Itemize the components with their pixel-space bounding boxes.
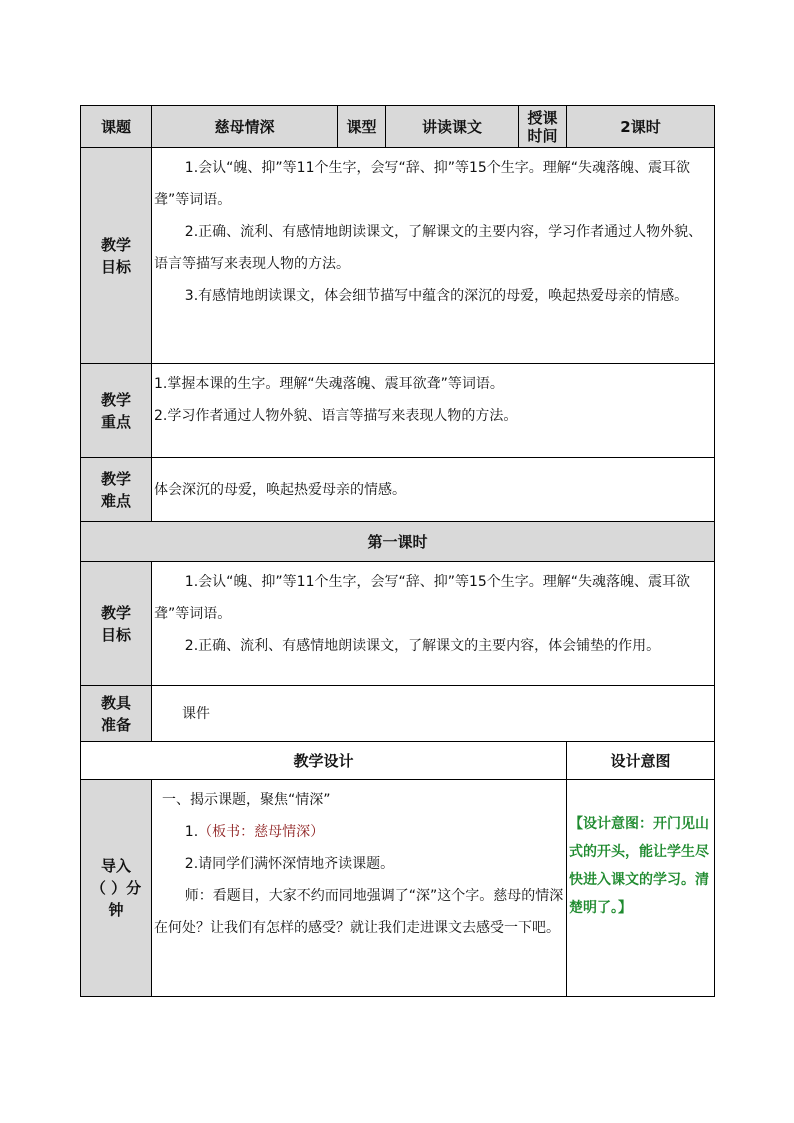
time-label-line-2: 时间 — [527, 126, 558, 145]
difficulty-label-line-2: 难点 — [100, 491, 131, 510]
intent-content — [567, 780, 715, 997]
lesson-plan-page — [80, 105, 714, 997]
intent-header: 设计意图 — [567, 742, 715, 780]
teacher-talk: 师：看题目，大家不约而同地强调了“深”这个字。慈母的情深在何处？让我们有怎样的感受？就让我们走进课文去感受一下吧。 — [154, 888, 564, 936]
focus-item: 2.学习作者通过人物外貌、语言等描写来表现人物的方法。 — [154, 408, 518, 424]
intro-content — [152, 780, 567, 997]
intro-label-line-3: 钟 — [108, 901, 124, 919]
focus-label — [81, 364, 152, 458]
time-label-line-1: 授课 — [527, 108, 558, 127]
goal-item: 1.会认“魄、抑”等11个生字，会写“辞、抑”等15个生字。理解“失魂落魄、震耳欲聋”等词语。 — [154, 160, 691, 208]
goal-item: 3.有感情地朗读课文，体会细节描写中蕴含的深沉的母爱，唤起热爱母亲的情感。 — [184, 288, 689, 304]
design-header-row — [81, 742, 715, 780]
difficulty-text: 体会深沉的母爱，唤起热爱母亲的情感。 — [154, 481, 406, 498]
tools-label-line-2: 准备 — [100, 715, 131, 734]
lesson1-goals-label-line-2: 目标 — [100, 625, 131, 644]
goal-item: 2.正确、流利、有感情地朗读课文，了解课文的主要内容，学习作者通过人物外貌、语言等描写来表现人物的方法。 — [154, 224, 703, 272]
lesson1-goal-item: 2.正确、流利、有感情地朗读课文，了解课文的主要内容，体会铺垫的作用。 — [184, 638, 661, 654]
intro-label-line-2: （ ）分 — [90, 879, 142, 897]
intro-step-2: 2.请同学们满怀深情地齐读课题。 — [184, 856, 395, 872]
tools-label-line-1: 教具 — [100, 693, 131, 712]
time-label — [519, 106, 567, 148]
type-value: 讲读课文 — [386, 106, 519, 148]
goals-row — [81, 148, 715, 364]
goals-content — [152, 148, 715, 364]
lesson1-title: 第一课时 — [81, 522, 715, 562]
focus-label-line-1: 教学 — [100, 390, 131, 409]
lesson-plan-table — [80, 105, 715, 997]
lesson1-goal-item: 1.会认“魄、抑”等11个生字，会写“辞、抑”等15个生字。理解“失魂落魄、震耳欲聋”等词语。 — [154, 574, 691, 622]
focus-content — [152, 364, 715, 458]
intro-label-line-1: 导入 — [100, 857, 131, 875]
board-note: （板书：慈母情深） — [198, 824, 325, 840]
intro-heading: 一、揭示课题，聚焦“情深” — [162, 792, 331, 808]
tools-row — [81, 686, 715, 742]
difficulty-row — [81, 458, 715, 522]
focus-item: 1.掌握本课的生字。理解“失魂落魄、震耳欲聋”等词语。 — [154, 376, 504, 392]
focus-row — [81, 364, 715, 458]
intro-row — [81, 780, 715, 997]
topic-label: 课题 — [81, 106, 152, 148]
intro-step-1 — [154, 816, 564, 848]
lesson1-goals-content — [152, 562, 715, 686]
lesson1-title-row — [81, 522, 715, 562]
lesson1-goals-row — [81, 562, 715, 686]
intro-label — [81, 780, 152, 997]
duration-value: 2课时 — [567, 106, 715, 148]
intro-step-1-prefix: 1. — [184, 824, 199, 840]
type-label: 课型 — [338, 106, 386, 148]
goals-label-line-2: 目标 — [100, 257, 131, 276]
lesson1-goals-label — [81, 562, 152, 686]
tools-content: 课件 — [152, 686, 715, 742]
intent-text: 【设计意图：开门见山式的开头，能让学生尽快进入课文的学习。清楚明了。】 — [569, 816, 709, 916]
difficulty-content — [152, 458, 715, 522]
goals-label — [81, 148, 152, 364]
design-header: 教学设计 — [81, 742, 567, 780]
topic-value: 慈母情深 — [152, 106, 338, 148]
focus-label-line-2: 重点 — [100, 412, 131, 431]
lesson1-goals-label-line-1: 教学 — [100, 603, 131, 622]
header-row — [81, 106, 715, 148]
goals-label-line-1: 教学 — [100, 235, 131, 254]
difficulty-label-line-1: 教学 — [100, 469, 131, 488]
difficulty-label — [81, 458, 152, 522]
tools-label — [81, 686, 152, 742]
